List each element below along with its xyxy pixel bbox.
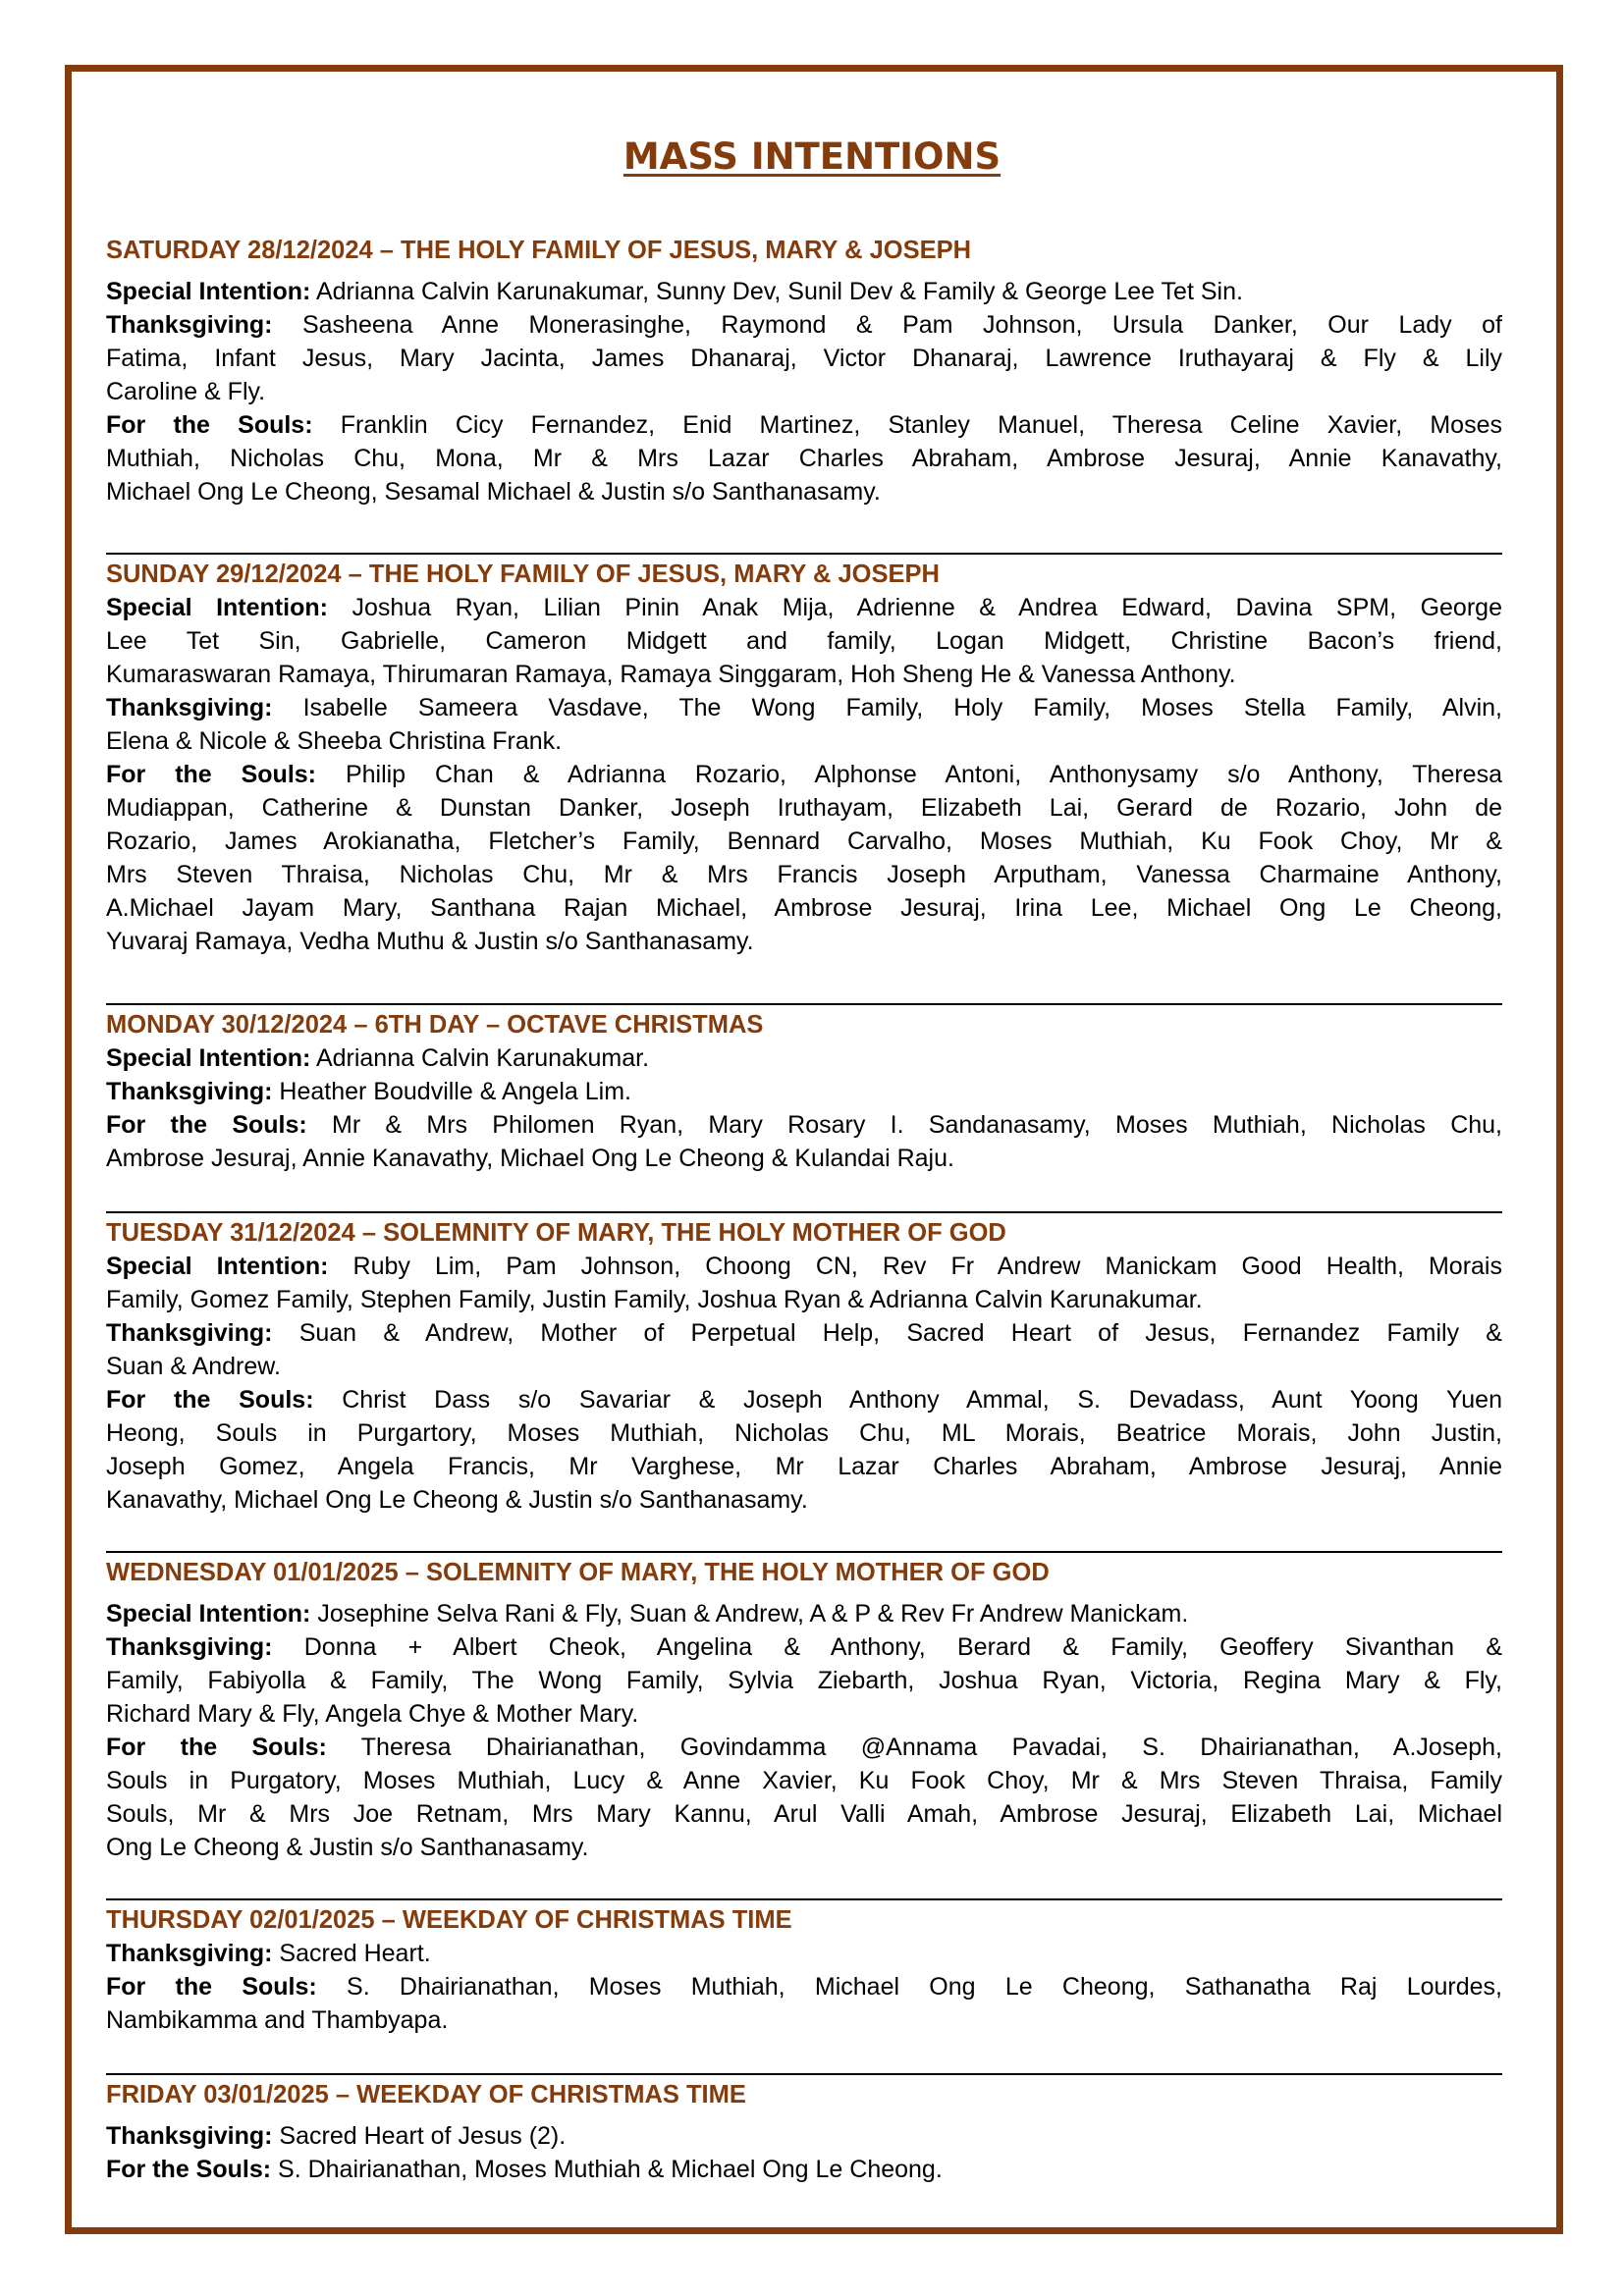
intention-names: S. Dhairianathan, Moses Muthiah & Michael Ong Le Cheong.	[278, 2156, 943, 2183]
intention-entry	[106, 1597, 1502, 1630]
intention-line	[106, 1142, 1502, 1175]
intention-label: Special Intention:	[106, 278, 311, 305]
intention-label: For the Souls:	[106, 1973, 317, 2001]
day-section	[106, 1216, 1502, 1517]
intention-label: Special Intention:	[106, 1600, 311, 1628]
intention-line	[106, 1283, 1502, 1316]
intention-line	[106, 1797, 1502, 1831]
intention-names: Fatima, Infant Jesus, Mary Jacinta, James Dhanaraj, Victor Dhanaraj, Lawrence Iruthayaraj & Fly & Lily	[106, 345, 1502, 372]
section-divider	[106, 1551, 1502, 1553]
intention-names: Kanavathy, Michael Ong Le Cheong & Justin s/o Santhanasamy.	[106, 1486, 808, 1514]
intention-line	[106, 858, 1502, 891]
intention-entry	[106, 1630, 1502, 1731]
intention-names: Christ Dass s/o Savariar & Joseph Anthony Ammal, S. Devadass, Aunt Yoong Yuen	[342, 1386, 1502, 1414]
intention-line	[106, 2119, 1502, 2153]
intention-names: Elena & Nicole & Sheeba Christina Frank.	[106, 727, 563, 755]
intention-label: For the Souls:	[106, 1111, 307, 1139]
day-heading: MONDAY 30/12/2024 – 6TH DAY – OCTAVE CHRISTMAS	[106, 1011, 764, 1039]
intention-entry	[106, 691, 1502, 758]
intention-names: Heather Boudville & Angela Lim.	[279, 1078, 631, 1105]
intention-line	[106, 275, 1502, 308]
intention-names: Sacred Heart.	[279, 1940, 431, 1967]
intention-names: Sasheena Anne Monerasinghe, Raymond & Pam Johnson, Ursula Danker, Our Lady of	[301, 311, 1503, 339]
intention-line	[106, 342, 1502, 375]
intention-names: Heong, Souls in Purgartory, Moses Muthiah, Nicholas Chu, ML Morais, Beatrice Morais, John Justin,	[106, 1419, 1502, 1447]
intention-line	[106, 308, 1502, 342]
intention-entry	[106, 1316, 1502, 1383]
intention-line	[106, 2153, 1502, 2186]
intention-line	[106, 1831, 1502, 1864]
intention-line	[106, 375, 1502, 408]
intention-names: Ruby Lim, Pam Johnson, Choong CN, Rev Fr Andrew Manickam Good Health, Morais	[352, 1253, 1502, 1280]
intention-line	[106, 1108, 1502, 1142]
intention-names: Souls, Mr & Mrs Joe Retnam, Mrs Mary Kannu, Arul Valli Amah, Ambrose Jesuraj, Elizabeth Lai, Michael	[106, 1800, 1502, 1828]
day-heading: FRIDAY 03/01/2025 – WEEKDAY OF CHRISTMAS TIME	[106, 2081, 746, 2109]
intention-names: Mr & Mrs Philomen Ryan, Mary Rosary I. Sandanasamy, Moses Muthiah, Nicholas Chu,	[332, 1111, 1503, 1139]
intention-label: Thanksgiving:	[106, 1319, 273, 1347]
day-section	[106, 234, 1502, 508]
day-heading: THURSDAY 02/01/2025 – WEEKDAY OF CHRISTMAS TIME	[106, 1906, 792, 1934]
intention-line	[106, 1483, 1502, 1517]
intention-names: Muthiah, Nicholas Chu, Mona, Mr & Mrs Lazar Charles Abraham, Ambrose Jesuraj, Annie Kanavathy,	[106, 445, 1502, 472]
intention-label: Thanksgiving:	[106, 694, 273, 721]
intention-line	[106, 891, 1502, 925]
intention-label: Special Intention:	[106, 1044, 311, 1072]
intention-line	[106, 1041, 1502, 1075]
intention-label: Special Intention:	[106, 1253, 329, 1280]
intention-label: For the Souls:	[106, 761, 317, 788]
intention-line	[106, 925, 1502, 958]
intention-line	[106, 1597, 1502, 1630]
intention-names: Mudiappan, Catherine & Dunstan Danker, Joseph Iruthayam, Elizabeth Lai, Gerard de Rozario, John de	[106, 794, 1502, 822]
day-heading: SATURDAY 28/12/2024 – THE HOLY FAMILY OF JESUS, MARY & JOSEPH	[106, 237, 972, 264]
day-section	[106, 558, 1502, 958]
page-title: MASS INTENTIONS	[623, 135, 1001, 178]
intention-names: Souls in Purgatory, Moses Muthiah, Lucy & Anne Xavier, Ku Fook Choy, Mr & Mrs Steven Thraisa, Family	[106, 1767, 1502, 1794]
intention-line	[106, 1416, 1502, 1450]
intention-names: Joshua Ryan, Lilian Pinin Anak Mija, Adrienne & Andrea Edward, Davina SPM, George	[352, 594, 1502, 621]
intention-entry	[106, 308, 1502, 408]
intention-names: Franklin Cicy Fernandez, Enid Martinez, Stanley Manuel, Theresa Celine Xavier, Moses	[340, 411, 1502, 439]
spacer	[106, 1589, 1502, 1597]
intention-line	[106, 1075, 1502, 1108]
intention-names: Richard Mary & Fly, Angela Chye & Mother Mary.	[106, 1700, 639, 1728]
intention-names: Philip Chan & Adrianna Rozario, Alphonse Antoni, Anthonysamy s/o Anthony, Theresa	[345, 761, 1502, 788]
intention-entry	[106, 1250, 1502, 1316]
intention-line	[106, 1937, 1502, 1970]
intention-names: Josephine Selva Rani & Fly, Suan & Andrew, A & P & Rev Fr Andrew Manickam.	[317, 1600, 1189, 1628]
intention-label: For the Souls:	[106, 2156, 272, 2183]
intention-entry	[106, 1108, 1502, 1175]
intention-line	[106, 758, 1502, 791]
intention-names: Suan & Andrew, Mother of Perpetual Help, Sacred Heart of Jesus, Fernandez Family &	[298, 1319, 1502, 1347]
intention-entry	[106, 758, 1502, 958]
intention-names: Caroline & Fly.	[106, 378, 266, 405]
day-section	[106, 1556, 1502, 1864]
intention-line	[106, 1350, 1502, 1383]
intention-label: For the Souls:	[106, 411, 313, 439]
intention-entry	[106, 2153, 1502, 2186]
intention-names: Mrs Steven Thraisa, Nicholas Chu, Mr & Mrs Francis Joseph Arputham, Vanessa Charmaine Anthony,	[106, 861, 1502, 888]
intention-names: Adrianna Calvin Karunakumar.	[315, 1044, 650, 1072]
day-section	[106, 1903, 1502, 2037]
section-divider	[106, 1003, 1502, 1005]
intention-names: S. Dhairianathan, Moses Muthiah, Michael Ong Le Cheong, Sathanatha Raj Lourdes,	[347, 1973, 1502, 2001]
intention-label: Thanksgiving:	[106, 311, 273, 339]
spacer	[106, 2111, 1502, 2119]
intention-names: Nambikamma and Thambyapa.	[106, 2006, 449, 2034]
intention-names: Adrianna Calvin Karunakumar, Sunny Dev, Sunil Dev & Family & George Lee Tet Sin.	[315, 278, 1243, 305]
section-divider	[106, 2073, 1502, 2075]
intention-entry	[106, 1383, 1502, 1517]
intention-line	[106, 408, 1502, 442]
intention-label: Special Intention:	[106, 594, 328, 621]
intention-names: Theresa Dhairianathan, Govindamma @Annama Pavadai, S. Dhairianathan, A.Joseph,	[360, 1734, 1502, 1761]
intention-line	[106, 1450, 1502, 1483]
intention-names: Joseph Gomez, Angela Francis, Mr Varghese, Mr Lazar Charles Abraham, Ambrose Jesuraj, Annie	[106, 1453, 1502, 1480]
intention-names: Family, Fabiyolla & Family, The Wong Family, Sylvia Ziebarth, Joshua Ryan, Victoria, Regina Mary & Fly,	[106, 1667, 1502, 1694]
intention-line	[106, 1316, 1502, 1350]
intention-label: Thanksgiving:	[106, 2122, 273, 2150]
intention-entry	[106, 1075, 1502, 1108]
intention-label: Thanksgiving:	[106, 1940, 273, 1967]
intention-names: Lee Tet Sin, Gabrielle, Cameron Midgett and family, Logan Midgett, Christine Bacon’s friend,	[106, 627, 1502, 655]
intention-label: For the Souls:	[106, 1734, 327, 1761]
day-heading: SUNDAY 29/12/2024 – THE HOLY FAMILY OF JESUS, MARY & JOSEPH	[106, 561, 940, 588]
intention-line	[106, 825, 1502, 858]
intention-names: Donna + Albert Cheok, Angelina & Anthony, Berard & Family, Geoffery Sivanthan &	[303, 1633, 1502, 1661]
intention-entry	[106, 408, 1502, 508]
intention-line	[106, 724, 1502, 758]
intention-names: Family, Gomez Family, Stephen Family, Justin Family, Joshua Ryan & Adrianna Calvin Karunakumar.	[106, 1286, 1203, 1313]
intention-line	[106, 1764, 1502, 1797]
intention-names: Isabelle Sameera Vasdave, The Wong Family, Holy Family, Moses Stella Family, Alvin,	[302, 694, 1502, 721]
intention-line	[106, 442, 1502, 475]
intention-line	[106, 1630, 1502, 1664]
intention-line	[106, 1731, 1502, 1764]
intention-names: Suan & Andrew.	[106, 1353, 281, 1380]
intention-line	[106, 1250, 1502, 1283]
intention-label: Thanksgiving:	[106, 1078, 273, 1105]
intention-label: For the Souls:	[106, 1386, 314, 1414]
intention-names: Yuvaraj Ramaya, Vedha Muthu & Justin s/o Santhanasamy.	[106, 928, 754, 955]
intention-line	[106, 791, 1502, 825]
section-divider	[106, 553, 1502, 555]
spacer	[106, 267, 1502, 275]
intention-names: Ambrose Jesuraj, Annie Kanavathy, Michael Ong Le Cheong & Kulandai Raju.	[106, 1145, 954, 1172]
intention-entry	[106, 1041, 1502, 1075]
intention-line	[106, 475, 1502, 508]
section-divider	[106, 1898, 1502, 1900]
day-heading: TUESDAY 31/12/2024 – SOLEMNITY OF MARY, THE HOLY MOTHER OF GOD	[106, 1219, 1006, 1247]
intention-entry	[106, 2119, 1502, 2153]
intention-names: Michael Ong Le Cheong, Sesamal Michael & Justin s/o Santhanasamy.	[106, 478, 881, 506]
intention-entry	[106, 1970, 1502, 2037]
intention-line	[106, 1697, 1502, 1731]
intention-line	[106, 691, 1502, 724]
intention-label: Thanksgiving:	[106, 1633, 273, 1661]
intention-names: Rozario, James Arokianatha, Fletcher’s Family, Bennard Carvalho, Moses Muthiah, Ku Fook Choy, Mr &	[106, 828, 1502, 855]
intention-names: Ong Le Cheong & Justin s/o Santhanasamy.	[106, 1834, 589, 1861]
intention-line	[106, 624, 1502, 658]
intention-entry	[106, 1937, 1502, 1970]
section-divider	[106, 1211, 1502, 1213]
day-heading: WEDNESDAY 01/01/2025 – SOLEMNITY OF MARY, THE HOLY MOTHER OF GOD	[106, 1559, 1050, 1586]
intention-entry	[106, 591, 1502, 691]
intention-line	[106, 1970, 1502, 2003]
day-section	[106, 1008, 1502, 1175]
intention-line	[106, 1383, 1502, 1416]
intention-line	[106, 591, 1502, 624]
day-section	[106, 2078, 1502, 2186]
intention-line	[106, 2003, 1502, 2037]
intention-names: Kumaraswaran Ramaya, Thirumaran Ramaya, Ramaya Singgaram, Hoh Sheng He & Vanessa Anthony.	[106, 661, 1236, 688]
intention-entry	[106, 1731, 1502, 1864]
intention-names: Sacred Heart of Jesus (2).	[279, 2122, 567, 2150]
intention-entry	[106, 275, 1502, 308]
intention-line	[106, 658, 1502, 691]
intention-line	[106, 1664, 1502, 1697]
intention-names: A.Michael Jayam Mary, Santhana Rajan Michael, Ambrose Jesuraj, Irina Lee, Michael Ong Le Cheong,	[106, 894, 1502, 922]
